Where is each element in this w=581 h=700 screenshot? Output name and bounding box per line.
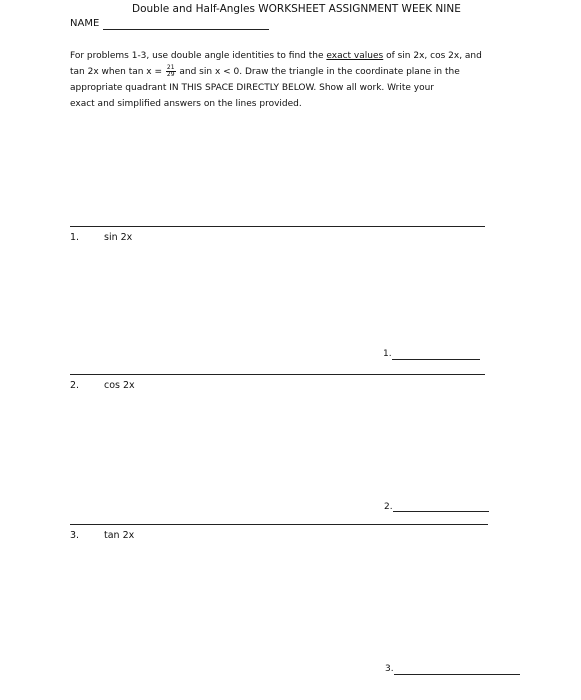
instructions-line-3: appropriate quadrant IN THIS SPACE DIRECTLY BELOW. Show all work. Write your [70, 83, 434, 93]
separator-line-3 [70, 524, 488, 525]
separator-line-1 [70, 226, 485, 227]
instructions-line-2-pre: tan 2x when tan x = [70, 67, 165, 77]
problem-1-label: sin 2x [104, 232, 133, 243]
instructions [70, 48, 540, 112]
name-label: NAME [70, 18, 100, 29]
fraction-numerator: 21 [166, 64, 175, 71]
instructions-line-1-post: of sin 2x, cos 2x, and [383, 51, 482, 61]
problem-2-number: 2. [70, 380, 80, 391]
problem-3-label: tan 2x [104, 530, 135, 541]
answer-1-label: 1. [383, 349, 392, 359]
problem-3-number: 3. [70, 530, 80, 541]
separator-line-2 [70, 374, 485, 375]
fraction-denominator: 29 [166, 71, 175, 78]
name-field-line[interactable] [103, 29, 269, 30]
instructions-line-2 [70, 64, 540, 80]
answer-2-label: 2. [384, 502, 393, 512]
problem-1-number: 1. [70, 232, 80, 243]
instructions-line-4: exact and simplified answers on the lines provided. [70, 99, 302, 109]
answer-3-label: 3. [385, 664, 394, 674]
answer-1-line[interactable] [392, 359, 480, 360]
instructions-line-1 [70, 48, 540, 64]
exact-values-text: exact values [326, 51, 384, 61]
instructions-line-1-pre: For problems 1-3, use double angle identities to find the [70, 51, 327, 61]
worksheet-title: Double and Half-Angles WORKSHEET ASSIGNMENT WEEK NINE [132, 3, 461, 15]
answer-2-line[interactable] [393, 511, 489, 512]
instructions-line-2-post: and sin x < 0. Draw the triangle in the coordinate plane in the [176, 67, 460, 77]
problem-2-label: cos 2x [104, 380, 135, 391]
tan-fraction [166, 65, 176, 78]
answer-3-line[interactable] [394, 674, 520, 675]
